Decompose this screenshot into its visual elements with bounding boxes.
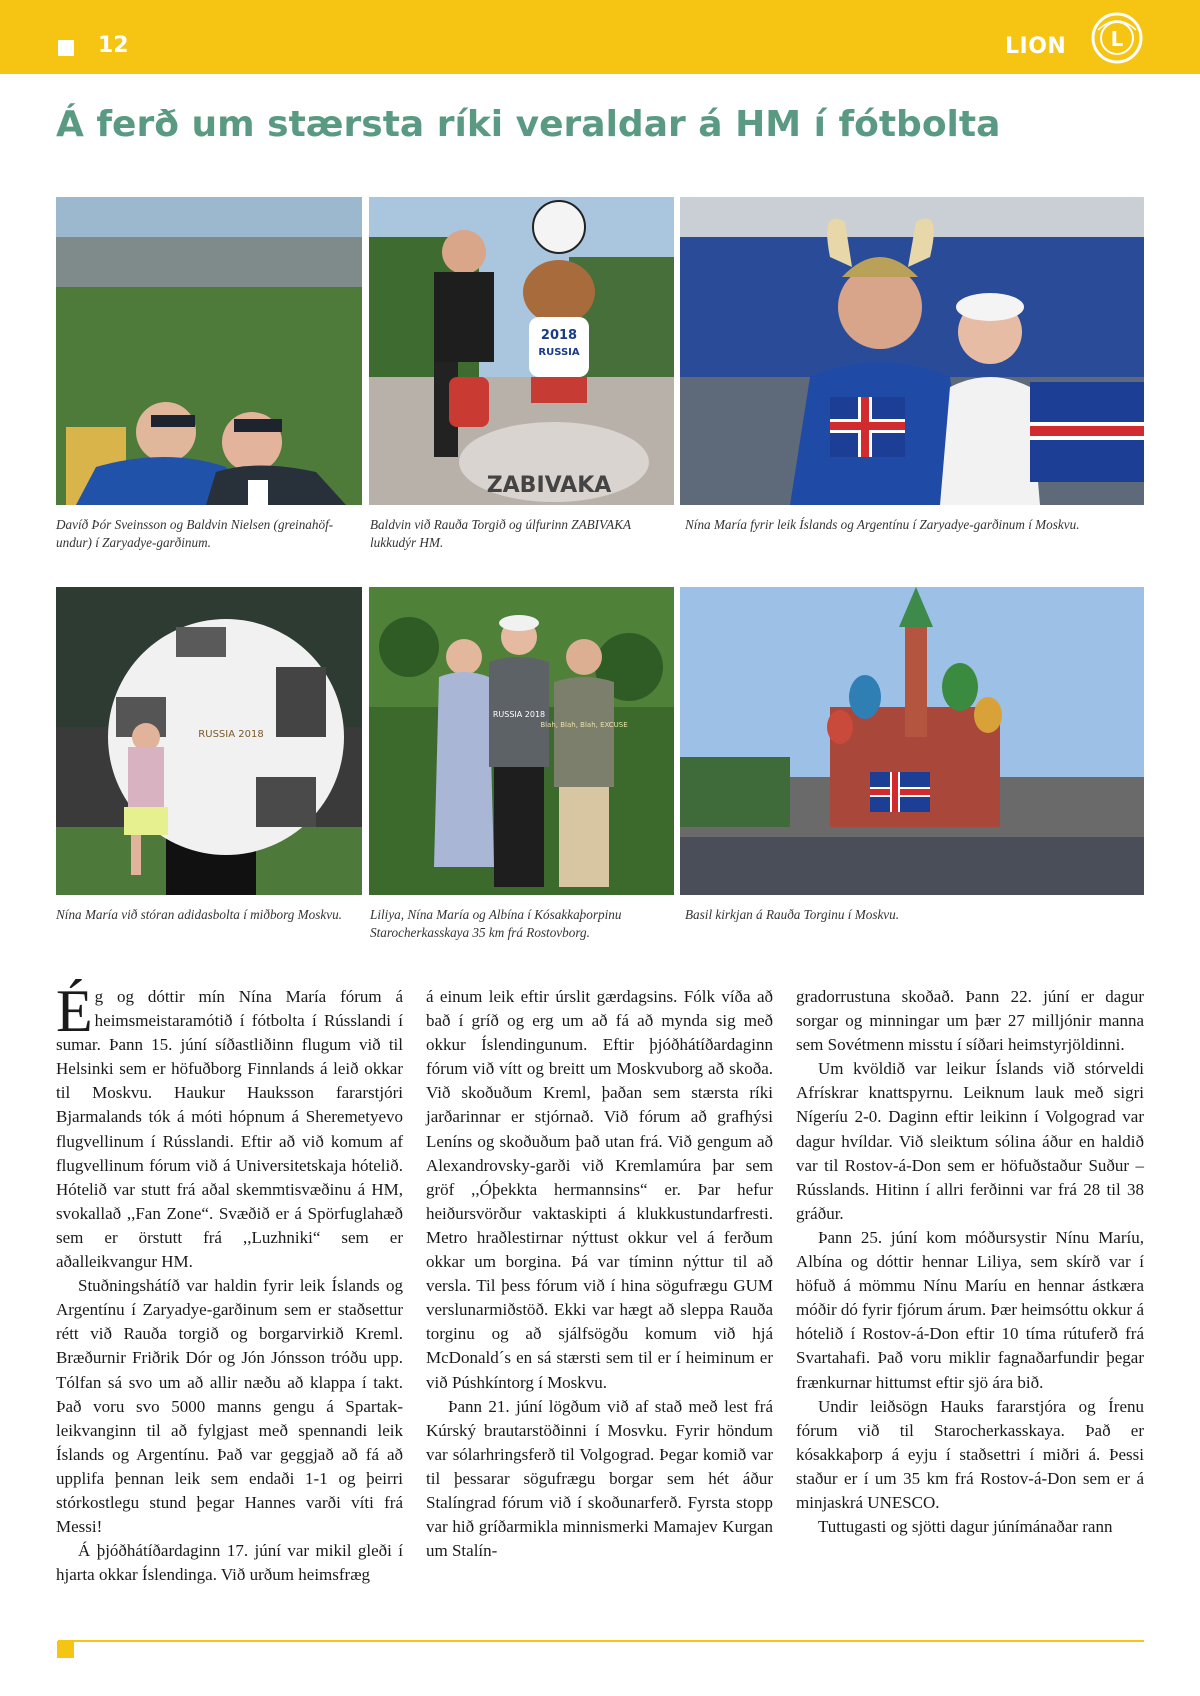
article-paragraph: Um kvöldið var leikur Íslands við stórveldi Afrískrar knattspyrnu. Leiknum lauk með sigri Nígeríu 2-0. Daginn eftir leikinn í Volgograd var dagur hvíldar. Við sleiktum sólina áður en haldið var til Rostov-á-Don sem er höfuðstaður Suður – Rússlands. Hitinn í allri ferðinni var frá 28 til 38 gráður. xyxy=(796,1059,1144,1223)
photo-fans-park xyxy=(56,197,362,505)
caption-photo-2: Baldvin við Rauða Torgið og úlfurinn ZABIVAKA lukkudýr HM. xyxy=(370,517,631,550)
footer-square-icon xyxy=(57,1641,74,1658)
article-paragraph: Þann 25. júní kom móðursystir Nínu Maríu, Albína og dóttir hennar Liliya, sem skírð var í höfuð á mömmu Nínu Maríu en hennar ástkæra móðir dó fyrir fjórum árum. Þær heimsóttu okkur á hótelið í Rostov-á-Don eftir 10 tíma rútuferð frá Svartahafi. Það voru miklir fagnaðarfundir þegar frænkurnar hittumst eftir sjö ára bið. xyxy=(796,1227,1144,1392)
article-paragraph: gradorrustuna skoðað. Þann 22. júní er dagur sorgar og minningar um þær 27 milljónir manna sem Sovétmenn misstu í síðari heimstyrjöldinni. xyxy=(796,987,1144,1055)
article-paragraph: Á þjóðhátíðardaginn 17. júní var mikil gleði í hjarta okkar Íslendinga. Við urðum heimsfræg xyxy=(56,1541,403,1585)
page-number: 12 xyxy=(98,33,129,58)
article-paragraph: á einum leik eftir úrslit gærdagsins. Fólk víða að bað í gríð og erg um að fá að mynda sig með okkur Íslendingunum. Eftir þjóðhátíðardaginn fórum við vítt og breitt um Moskvuborg að skoða. Við skoðuðum Kreml, þaðan sem stærsta ríki jarðarinnar er stjórnað. Við fórum að grafhýsi Leníns og skoðuðum það utan frá. Við gengum að Alexandrovsky-garði við Kremlamúra þar sem gröf ,,Óþekkta hermannsins“ er. Þar hefur heiðursvörður vaktaskipti á klukkustundarfresti. Metro hraðlestirnar nýttust okkur vel á ferðum okkar um borgina. Þá var tíminn nýttur til að versla. Til þess fórum við í hina sögufrægu GUM verslunarmiðstöð. Ekki var hægt að sleppa Rauða torginu og að sjálfsögðu komum við hjá McDonald´s en sá stærsti sem til er í heiminum er við Púshkíntorg í Moskvu. xyxy=(426,987,773,1392)
svg-text:RUSSIA 2018: RUSSIA 2018 xyxy=(198,729,264,740)
svg-text:L: L xyxy=(1110,27,1124,51)
magazine-name: LION xyxy=(1005,34,1067,59)
header-square-icon xyxy=(58,40,74,56)
photo-zabivaka-mascot xyxy=(369,197,674,505)
header-bar xyxy=(0,0,1200,74)
drop-cap: É xyxy=(56,978,93,1044)
caption-photo-6: Basil kirkjan á Rauða Torginu í Moskvu. xyxy=(685,907,900,922)
article-paragraph: Tuttugasti og sjötti dagur júnímánaðar rann xyxy=(818,1517,1113,1537)
svg-text:RUSSIA: RUSSIA xyxy=(538,347,580,358)
article-column-2 xyxy=(426,985,773,1563)
article-column-1 xyxy=(56,978,403,1587)
zabivaka-sign: ZABIVAKA xyxy=(486,473,612,498)
caption-photo-4: Nína María við stóran adidasbolta í miðborg Moskvu. xyxy=(56,907,342,922)
article-paragraph: Þann 21. júní lögðum við af stað með lest frá Kúrský brautarstöðinni í Mosvku. Fyrir höndum var sólarhringsferð til Volgograd. Þegar komið var til þessarar sögufrægu borgar sem hét áður Stalíngrad fórum við í skoðunarferð. Fyrsta stopp var hið gríðarmikla minnismerki Mamajev Kurgan um Stalín- xyxy=(426,1396,773,1561)
article-paragraph: Undir leiðsögn Hauks fararstjóra og Írenu fórum við til Starocherkasskaya. Það er kósakkaþorp á eyju í staðsettri í miðri á. Þessi staður er í um 35 km frá Rostov-á-Don sem er á minjaskrá UNESCO. xyxy=(796,1396,1144,1512)
svg-text:2018: 2018 xyxy=(540,328,578,343)
caption-photo-1: Davíð Þór Sveinsson og Baldvin Nielsen (greinahöf-undur) í Zaryadye-garðinum. xyxy=(56,517,334,550)
article-column-3 xyxy=(796,985,1144,1539)
article-paragraph: Ég og dóttir mín Nína María fórum á heimsmeistaramótið í fótbolta í Rússlandi í sumar. Þann 15. júní síðastliðinn flugum við til Helsinki sem er höfuðborg Finnlands á leið okkar til Moskvu. Haukur Hauksson fararstjóri Bjarmalands tók á móti hópnum á Sheremetyevo flugvellinum í Rússlandi. Eftir að við komum af flugvellinum fórum við á Universitetskaja hótelið. Hótelið var stutt frá aðal skemmtisvæðinu á HM, svokallað ,,Fan Zone“. Svæðið er á Spörfuglahæð sem er örstutt frá ,,Luzhniki“ sem er aðalleikvangur HM. xyxy=(56,978,403,1272)
photo-adidas-ball xyxy=(56,587,362,895)
article-title: Á ferð um stærsta ríki veraldar á HM í fótbolta xyxy=(56,104,1001,145)
article-paragraph: Stuðningshátíð var haldin fyrir leik Íslands og Argentínu í Zaryadye-garðinum sem er staðsettur rétt við Rauða torgið og borgarvirkið Kreml. Bræðurnir Friðrik Dór og Jón Jónsson tróðu upp. Tólfan sá svo um að allir næðu að klappa í takt. Það voru svo 5000 manns gengu á Spartak-leikvanginn til að fylgjast með spennandi leik Íslands og Argentínu. Það var geggjað að fá að upplifa þennan leik sem endaði 1-1 og þeirri stórkostlegu stund þegar Hannes varði víti frá Messi! xyxy=(56,1276,403,1537)
footer-rule xyxy=(58,1640,1144,1642)
caption-photo-3: Nína María fyrir leik Íslands og Argentínu í Zaryadye-garðinum í Moskvu. xyxy=(685,517,1080,532)
svg-text:RUSSIA 2018: RUSSIA 2018 xyxy=(492,710,546,719)
svg-text:Blah, Blah, Blah, EXCUSE: Blah, Blah, Blah, EXCUSE xyxy=(540,721,628,729)
photo-viking-fans xyxy=(680,197,1144,505)
photo-st-basils-cathedral xyxy=(680,587,1144,895)
caption-photo-5: Liliya, Nína María og Albína í Kósakkaþorpinu Starocherkasskaya 35 km frá Rostovborg. xyxy=(370,907,622,940)
lions-clubs-emblem-icon xyxy=(1090,12,1144,64)
photo-three-women xyxy=(369,587,674,895)
